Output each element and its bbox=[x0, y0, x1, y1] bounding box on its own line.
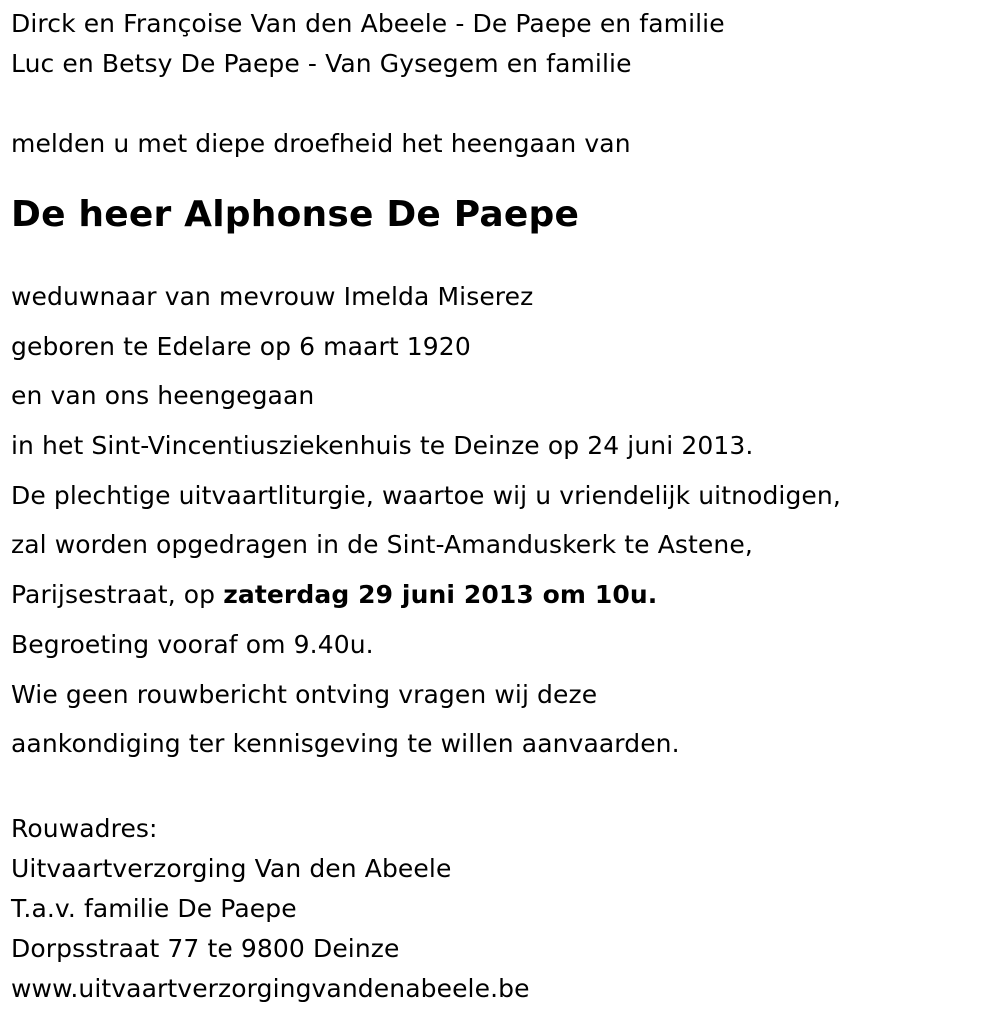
closing-line: aankondiging ter kennisgeving te willen aanvaarden. bbox=[11, 729, 680, 759]
obituary-notice bbox=[11, 0, 991, 1009]
detail-line: in het Sint-Vincentiusziekenhuis te Deinze op 24 juni 2013. bbox=[11, 431, 754, 461]
service-prefix: Parijsestraat, op bbox=[11, 580, 224, 610]
details-block bbox=[11, 272, 991, 769]
detail-line: zal worden opgedragen in de Sint-Amanduskerk te Astene, bbox=[11, 530, 753, 560]
address-label: Rouwadres: bbox=[11, 813, 158, 843]
closing-line: Wie geen rouwbericht ontving vragen wij deze bbox=[11, 679, 598, 709]
service-date: zaterdag 29 juni 2013 om 10u. bbox=[223, 580, 658, 610]
greeting-line: Begroeting vooraf om 9.40u. bbox=[11, 629, 374, 659]
address-attention: T.a.v. familie De Paepe bbox=[11, 893, 297, 923]
detail-line: geboren te Edelare op 6 maart 1920 bbox=[11, 331, 471, 361]
detail-line: weduwnaar van mevrouw Imelda Miserez bbox=[11, 282, 534, 311]
family-line: Luc en Betsy De Paepe - Van Gysegem en familie bbox=[11, 49, 632, 78]
address-company: Uitvaartverzorging Van den Abeele bbox=[11, 853, 452, 883]
address-website: www.uitvaartverzorgingvandenabeele.be bbox=[11, 973, 530, 1003]
address-block bbox=[11, 809, 991, 1009]
detail-line: De plechtige uitvaartliturgie, waartoe wij u vriendelijk uitnodigen, bbox=[11, 480, 841, 510]
address-street: Dorpsstraat 77 te 9800 Deinze bbox=[11, 933, 400, 963]
family-line: Dirck en Françoise Van den Abeele - De Paepe en familie bbox=[11, 9, 725, 38]
family-block bbox=[11, 0, 991, 164]
intro-text: melden u met diepe droefheid het heengaan van bbox=[11, 129, 631, 158]
service-line bbox=[11, 570, 991, 620]
deceased-name: De heer Alphonse De Paepe bbox=[11, 194, 580, 235]
detail-line: en van ons heengegaan bbox=[11, 381, 315, 411]
